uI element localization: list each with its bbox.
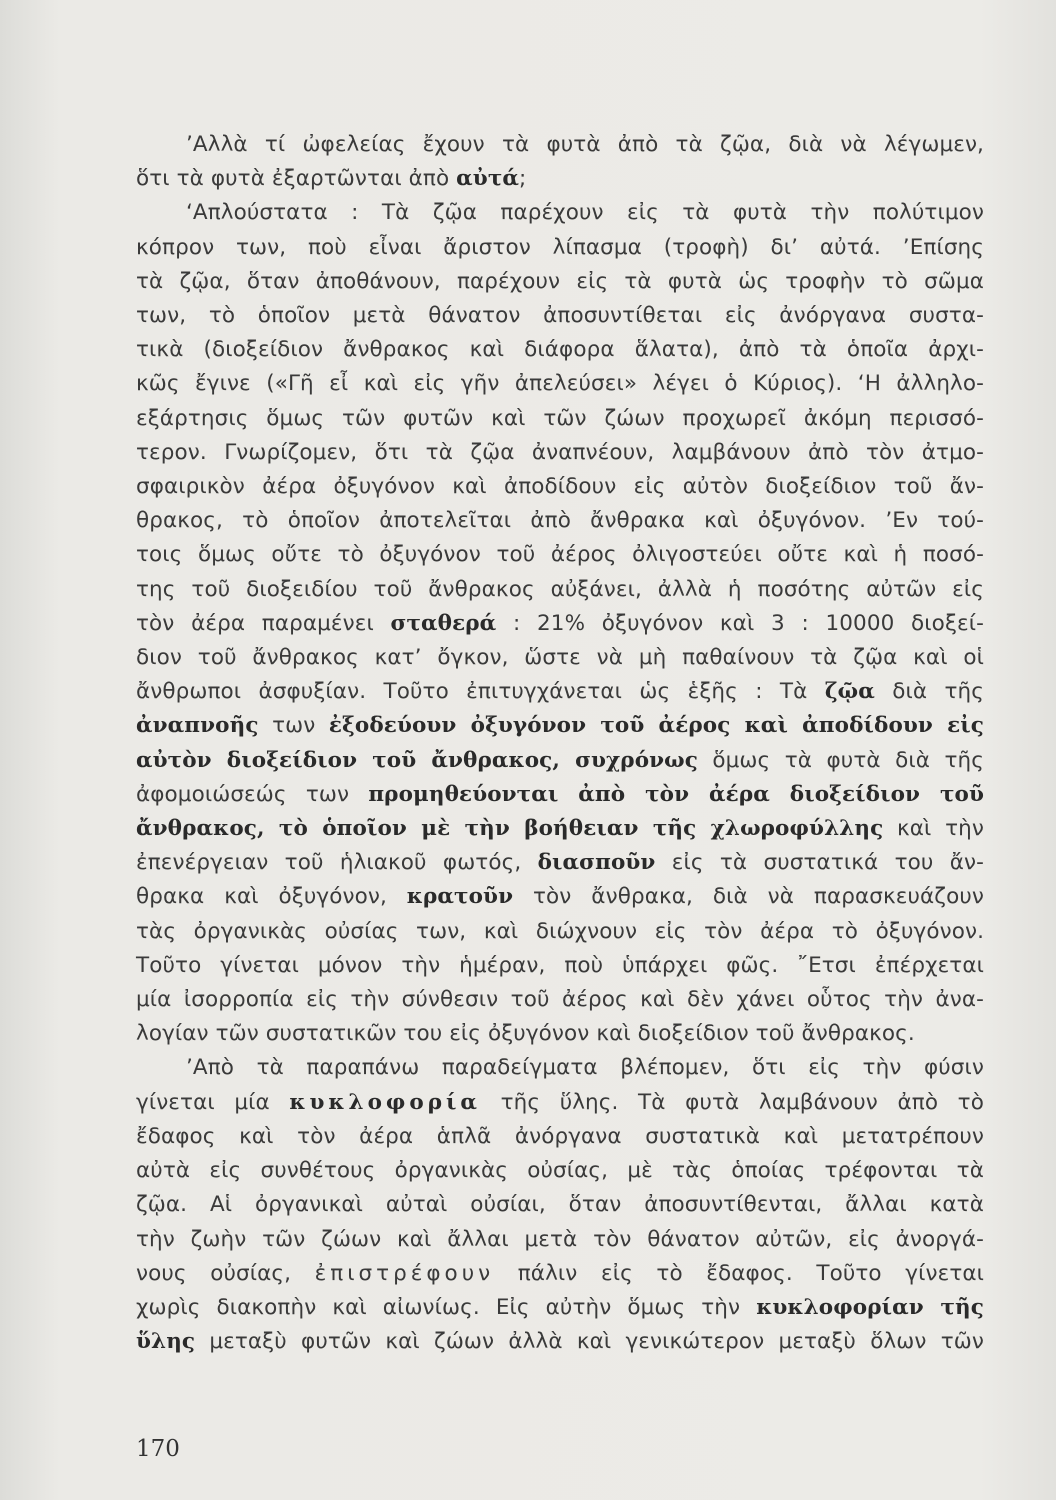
text-line: ’Αλλὰ τί ὠφελείας ἔχουν τὰ φυτὰ ἀπὸ τὰ ζῷα, διὰ νὰ λέγωμεν, (186, 132, 984, 157)
text-line: της τοῦ διοξειδίου τοῦ ἄνθρακος αὐξάνει, ἀλλὰ ἡ ποσότης αὐτῶν εἰς (136, 576, 984, 602)
text-line: γίνεται μία κυκλοφορία τῆς ὕλης. Τὰ φυτὰ λαμβάνουν ἀπὸ τὸ (136, 1089, 984, 1115)
text-line: κῶς ἔγινε («Γῆ εἶ καὶ εἰς γῆν ἀπελεύσει» λέγει ὁ Κύριος). ‘Η ἀλληλο- (136, 371, 984, 397)
text-line: τὰ ζῷα, ὅταν ἀποθάνουν, παρέχουν εἰς τὰ φυτὰ ὡς τροφὴν τὸ σῶμα (136, 268, 984, 294)
text-line: τικὰ (διοξείδιον ἄνθρακος καὶ διάφορα ἅλατα), ἀπὸ τὰ ὁποῖα ἀρχι- (136, 337, 984, 363)
text-line: λογίαν τῶν συστατικῶν του εἰς ὀξυγόνον καὶ διοξείδιον τοῦ ἄνθρακος. (136, 1021, 915, 1047)
text-line: ὅτι τὰ φυτὰ ἐξαρτῶνται ἀπὸ αὐτά; (136, 166, 527, 192)
text-line: εξάρτησις ὅμως τῶν φυτῶν καὶ τῶν ζώων προχωρεῖ ἀκόμη περισσό- (136, 405, 984, 431)
text-line: τερον. Γνωρίζομεν, ὅτι τὰ ζῷα ἀναπνέουν, λαμβάνουν ἀπὸ τὸν ἀτμο- (136, 439, 984, 465)
text-line: αὐτὰ εἰς συνθέτους ὀργανικὰς οὐσίας, μὲ τὰς ὁποίας τρέφονται τὰ (136, 1158, 984, 1184)
text-line: νους οὐσίας, ἐπιστρέφουν πάλιν εἰς τὸ ἔδαφος. Τοῦτο γίνεται (136, 1260, 985, 1286)
text-line: χωρὶς διακοπὴν καὶ αἰωνίως. Εἰς αὐτὴν ὅμως τὴν κυκλοφορίαν τῆς (136, 1294, 984, 1320)
text-line: ἀναπνοῆς των ἐξοδεύουν ὀξυγόνον τοῦ ἀέρος καὶ ἀποδίδουν εἰς (136, 713, 984, 739)
text-line: τὰς ὀργανικὰς οὐσίας των, καὶ διώχνουν εἰς τὸν ἀέρα τὸ ὀξυγόνον. (136, 918, 984, 944)
text-line: ἐπενέργειαν τοῦ ἡλιακοῦ φωτός, διασποῦν εἰς τὰ συστατικά του ἄν- (136, 850, 985, 876)
text-line: ’Απὸ τὰ παραπάνω παραδείγματα βλέπομεν, ὅτι εἰς τὴν φύσιν (186, 1055, 984, 1081)
text-line: σφαιρικὸν ἀέρα ὀξυγόνον καὶ ἀποδίδουν εἰς αὐτὸν διοξείδιον τοῦ ἄν- (136, 474, 984, 500)
text-line: ζῷα. Αἱ ὀργανικαὶ αὐταὶ οὐσίαι, ὅταν ἀποσυντίθενται, ἄλλαι κατὰ (136, 1192, 984, 1218)
text-line: των, τὸ ὁποῖον μετὰ θάνατον ἀποσυντίθεται εἰς ἀνόργανα συστα- (136, 303, 984, 329)
text-line: ‘Απλούστατα : Τὰ ζῷα παρέχουν εἰς τὰ φυτὰ τὴν πολύτιμον (186, 200, 984, 226)
text-line: ἀφομοιώσεώς των προμηθεύονται ἀπὸ τὸν ἀέρα διοξείδιον τοῦ (136, 781, 984, 807)
text-line: μία ἰσορροπία εἰς τὴν σύνθεσιν τοῦ ἀέρος καὶ δὲν χάνει οὗτος τὴν ἀνα- (136, 987, 984, 1013)
text-line: θρακα καὶ ὀξυγόνον, κρατοῦν τὸν ἄνθρακα, διὰ νὰ παρασκευάζουν (136, 884, 984, 910)
text-line: ἔδαφος καὶ τὸν ἀέρα ἁπλᾶ ἀνόργανα συστατικὰ καὶ μετατρέπουν (136, 1123, 984, 1149)
text-line: τὸν ἀέρα παραμένει σταθερά : 21% ὀξυγόνον καὶ 3 : 10000 διοξεί- (136, 610, 984, 636)
text-line: θρακος, τὸ ὁποῖον ἀποτελεῖται ἀπὸ ἄνθρακα καὶ ὀξυγόνον. ’Εν τού- (136, 508, 984, 534)
body-text (136, 128, 984, 1359)
text-line: ὕλης μεταξὺ φυτῶν καὶ ζώων ἀλλὰ καὶ γενικώτερον μεταξὺ ὅλων τῶν (136, 1329, 984, 1355)
text-line: αὐτὸν διοξείδιον τοῦ ἄνθρακος, συχρόνως ὅμως τὰ φυτὰ διὰ τῆς (136, 747, 984, 773)
text-line: ἄνθρακος, τὸ ὁποῖον μὲ τὴν βοήθειαν τῆς χλωροφύλλης καὶ τὴν (136, 816, 984, 842)
text-line: ἄνθρωποι ἀσφυξίαν. Τοῦτο ἐπιτυγχάνεται ὡς ἑξῆς : Τὰ ζῷα διὰ τῆς (136, 679, 984, 705)
text-line: Τοῦτο γίνεται μόνον τὴν ἡμέραν, ποὺ ὑπάρχει φῶς. ῎Ετσι ἐπέρχεται (136, 952, 984, 978)
text-line: διον τοῦ ἄνθρακος κατ’ ὄγκον, ὥστε νὰ μὴ παθαίνουν τὰ ζῷα καὶ οἱ (136, 645, 984, 671)
page-number: 170 (136, 1436, 180, 1462)
text-line: τὴν ζωὴν τῶν ζώων καὶ ἄλλαι μετὰ τὸν θάνατον αὐτῶν, εἰς ἀνοργά- (136, 1226, 984, 1252)
text-line: κόπρον των, ποὺ εἶναι ἄριστον λίπασμα (τροφὴ) δι’ αὐτά. ’Επίσης (136, 234, 984, 260)
text-line: τοις ὅμως οὔτε τὸ ὀξυγόνον τοῦ ἀέρος ὀλιγοστεύει οὔτε καὶ ἡ ποσό- (136, 542, 984, 568)
